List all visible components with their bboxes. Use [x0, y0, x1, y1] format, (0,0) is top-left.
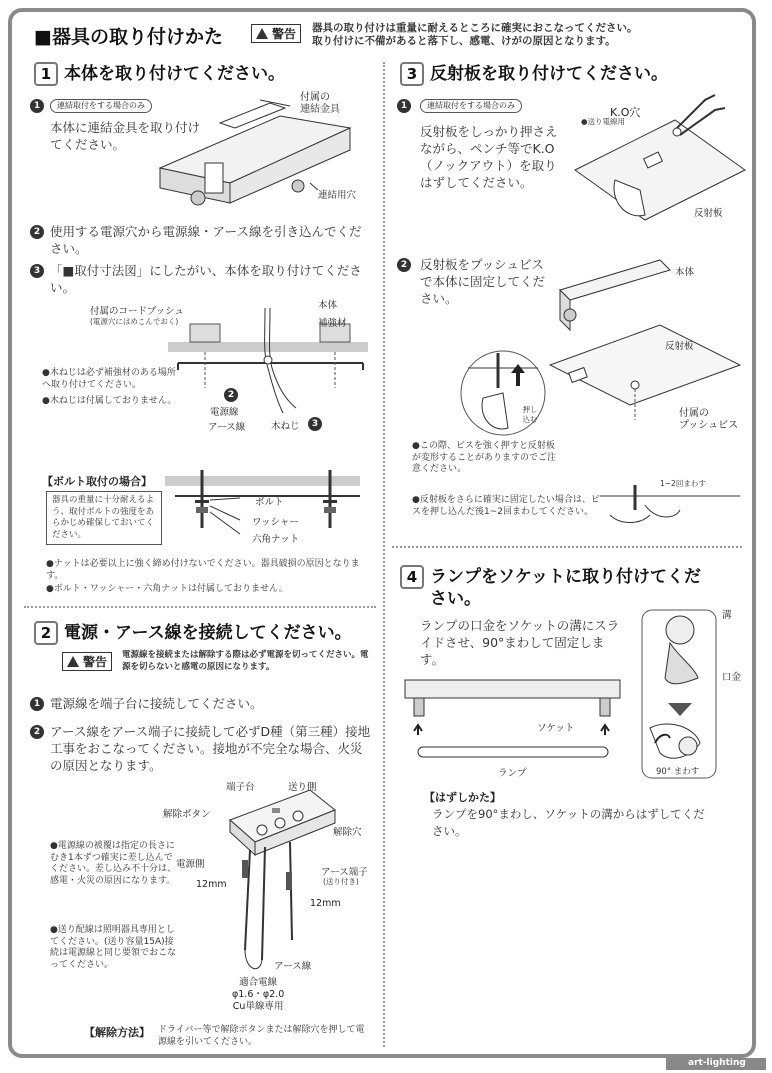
label-earthsen: アース線 — [208, 422, 246, 433]
marker-2-inline: 2 — [224, 388, 238, 402]
s3-step-1-badge: 連結取付をする場合のみ — [420, 99, 522, 113]
label-12mm-right: 12mm — [310, 898, 341, 909]
label-mizo: 溝 — [722, 610, 732, 621]
label-ko-sub: ●送り電線用 — [581, 117, 626, 126]
section-2-number: 2 — [34, 621, 58, 645]
header-warning-line-1: 器具の取り付けは重量に耐えるところに確実におこなってください。 — [312, 22, 638, 34]
s2-note-1: ●電源線の被覆は指定の長さにむき1本ずつ確実に差し込んでください。差し込み不十分は、感電・火災の原因になります。 — [50, 841, 177, 886]
s1-note-1: ●木ねじは必ず補強材のある場所へ取り付けてください。 — [42, 368, 176, 390]
label-hontai: 本体 — [318, 300, 338, 311]
section-divider-right — [392, 546, 742, 548]
s2-step-2-marker: 2 — [30, 725, 44, 739]
section-divider-left — [24, 606, 376, 608]
label-diameter: φ1.6・φ2.0 — [232, 989, 285, 1000]
marker-3-inline: 3 — [308, 417, 322, 431]
s2-note-2: ●送り配線は照明器具専用としてください。(送り容量15A)接続は電源線と同じ要領でおこなってください。 — [50, 925, 177, 970]
release-heading: 【解除方法】 — [84, 1026, 150, 1039]
knockout-illustration — [565, 90, 755, 230]
label-nut: 六角ナット — [252, 534, 300, 545]
s1-note-3: ●ナットは必要以上に強く締め付けないでください。器具破損の原因となります。 — [46, 559, 360, 581]
s3-step1-text: 反射板をしっかり押さえながら、ペンチ等でK.O（ノックアウト）を取りはずしてください。 — [420, 124, 558, 190]
header-warning — [312, 22, 742, 48]
label-fuzoku-renketsu — [300, 92, 340, 116]
footer-brand: art-lighting — [688, 1058, 746, 1068]
section-2-heading — [34, 621, 352, 645]
step-2-marker: 2 — [30, 225, 44, 239]
socket-detail-illustration — [640, 608, 720, 780]
warning-icon — [256, 28, 268, 39]
label-mokuneji: 木ねじ — [271, 421, 300, 432]
label-mawasu: 1~2回まわす — [660, 479, 706, 488]
column-divider — [383, 62, 385, 1047]
label-bolt: ボルト — [255, 497, 284, 508]
s1-step2-text: 使用する電源穴から電源線・アース線を引き込んでください。 — [50, 224, 362, 256]
s3-step-1-marker: 1 — [397, 99, 411, 113]
header-warning-line-2: 取り付けに不備があると落下し、感電、けがの原因となります。 — [312, 35, 616, 47]
s3-step-2-marker: 2 — [397, 258, 411, 272]
label-12mm-left: 12mm — [196, 879, 227, 890]
label-tekigo: 適合電線 — [239, 977, 278, 988]
label-hokyozai: 補強材 — [318, 318, 347, 329]
label-hanshaban: 反射板 — [694, 208, 723, 219]
label-dengensen: 電源線 — [210, 407, 239, 418]
label-cord-bush-note: (電源穴にはめこんでおく) — [90, 317, 179, 326]
label-earthsen-2: アース線 — [274, 961, 312, 972]
remove-heading: 【はずしかた】 — [424, 791, 501, 804]
remove-text: ランプを90°まわし、ソケットの溝からはずしてください。 — [432, 807, 705, 838]
s4-text: ランプの口金をソケットの溝にスライドさせ、90°まわして固定します。 — [420, 618, 620, 667]
bolt-note-box: 器具の重量に十分耐えるよう、取付ボルトの強度をあらかじめ確保しておいてください。 — [46, 491, 162, 545]
label-push-screw — [679, 408, 738, 432]
label-fuzoku: 付属の — [300, 92, 330, 103]
section-1-title: 本体を取り付けてください。 — [64, 64, 285, 84]
s2-step2-text: アース線をアース端子に接続して必ずD種（第三種）接地工事をおこなってください。接地が不完全な場合、火災の原因となります。 — [50, 724, 371, 773]
label-lamp: ランプ — [498, 768, 527, 779]
section-4-title-line-2: さい。 — [430, 589, 481, 609]
s2-warning-label: 警告 — [83, 655, 108, 669]
label-earth-tanshi-sub: (送り付き) — [323, 877, 359, 886]
s1-note-4: ●ボルト・ワッシャー・六角ナットは付属しておりません。 — [46, 584, 288, 594]
section-3-heading — [400, 62, 668, 86]
s2-step1-text: 電源線を端子台に接続してください。 — [50, 696, 263, 711]
warning-icon — [67, 656, 79, 667]
s3-note-1: ●この際、ビスを強く押すと反射板が変形することがありますのでご注意ください。 — [412, 441, 557, 474]
label-kuchigane: 口金 — [722, 672, 742, 683]
label-washer: ワッシャー — [252, 517, 299, 528]
section-3-number: 3 — [400, 62, 424, 86]
warning-label: 警告 — [272, 27, 297, 41]
section-1-number: 1 — [34, 62, 58, 86]
bolt-heading: 【ボルト取付の場合】 — [42, 475, 152, 488]
warning-badge — [251, 24, 301, 43]
label-push-bisu: プッシュビス — [679, 420, 739, 431]
reflector-illustration — [540, 255, 750, 420]
label-cord-bush: 付属のコードブッシュ — [90, 306, 184, 317]
label-cu: Cu単線専用 — [232, 1001, 284, 1012]
s1-step3-text: 「■取付寸法図」にしたがい、本体を取り付けてください。 — [50, 263, 362, 295]
label-fuzoku-3: 付属の — [679, 408, 709, 419]
label-renketsuyou-ana: 連結用穴 — [318, 190, 357, 201]
label-hontai-3: 本体 — [675, 267, 695, 278]
section-2-title: 電源・アース線を接続してください。 — [64, 623, 352, 643]
label-dengengawa: 電源側 — [176, 859, 205, 870]
label-hanshaban-2: 反射板 — [665, 341, 694, 352]
s3-step2-text: 反射板をプッシュビスで本体に固定してください。 — [420, 257, 546, 306]
step-1-marker: 1 — [30, 99, 44, 113]
s3-note-2: ●反射板をさらに確実に固定したい場合は、ビスを押し込んだ後1~2回まわしてください。 — [412, 495, 600, 517]
section-1-heading — [34, 62, 285, 86]
label-ko-ana: K.O穴 — [610, 106, 641, 119]
step-3-marker: 3 — [30, 264, 44, 278]
s2-warning-badge — [62, 652, 112, 671]
label-okurigawa: 送り側 — [288, 782, 317, 793]
label-kaijo-ana: 解除穴 — [333, 827, 362, 838]
label-oshikomu: 押し込む — [522, 405, 538, 424]
section-4-heading — [400, 565, 730, 610]
page-title: ■器具の取り付けかた — [34, 26, 223, 48]
section-4-number: 4 — [400, 565, 424, 589]
label-socket: ソケット — [537, 723, 575, 734]
section-3-title: 反射板を取り付けてください。 — [430, 64, 668, 84]
label-earth-tanshi: アース端子 — [321, 867, 368, 878]
section-4-title-line-1: ランプをソケットに取り付けてくだ — [430, 567, 701, 587]
label-tanshidai: 端子台 — [226, 782, 255, 793]
label-tekigo-densen — [232, 977, 284, 1013]
release-text: ドライバー等で解除ボタンまたは解除穴を押して電源線を引いてください。 — [158, 1025, 365, 1047]
s1-note-2: ●木ねじは付属しておりません。 — [42, 396, 177, 406]
s1-step1-text: 本体に連結金具を取り付けてください。 — [50, 120, 201, 152]
s2-step-1-marker: 1 — [30, 697, 44, 711]
s2-warning-text: 電源線を接続または解除する際は必ず電源を切ってください。電源を切らないと感電の原因になります。 — [122, 650, 369, 672]
step-1-badge: 連結取付をする場合のみ — [50, 99, 152, 113]
label-90-mawasu: 90° まわす — [656, 767, 700, 777]
label-kaijo-button: 解除ボタン — [163, 809, 211, 820]
label-renketsu-kanagu: 連結金具 — [300, 104, 340, 115]
lamp-fixture-illustration — [400, 675, 625, 775]
